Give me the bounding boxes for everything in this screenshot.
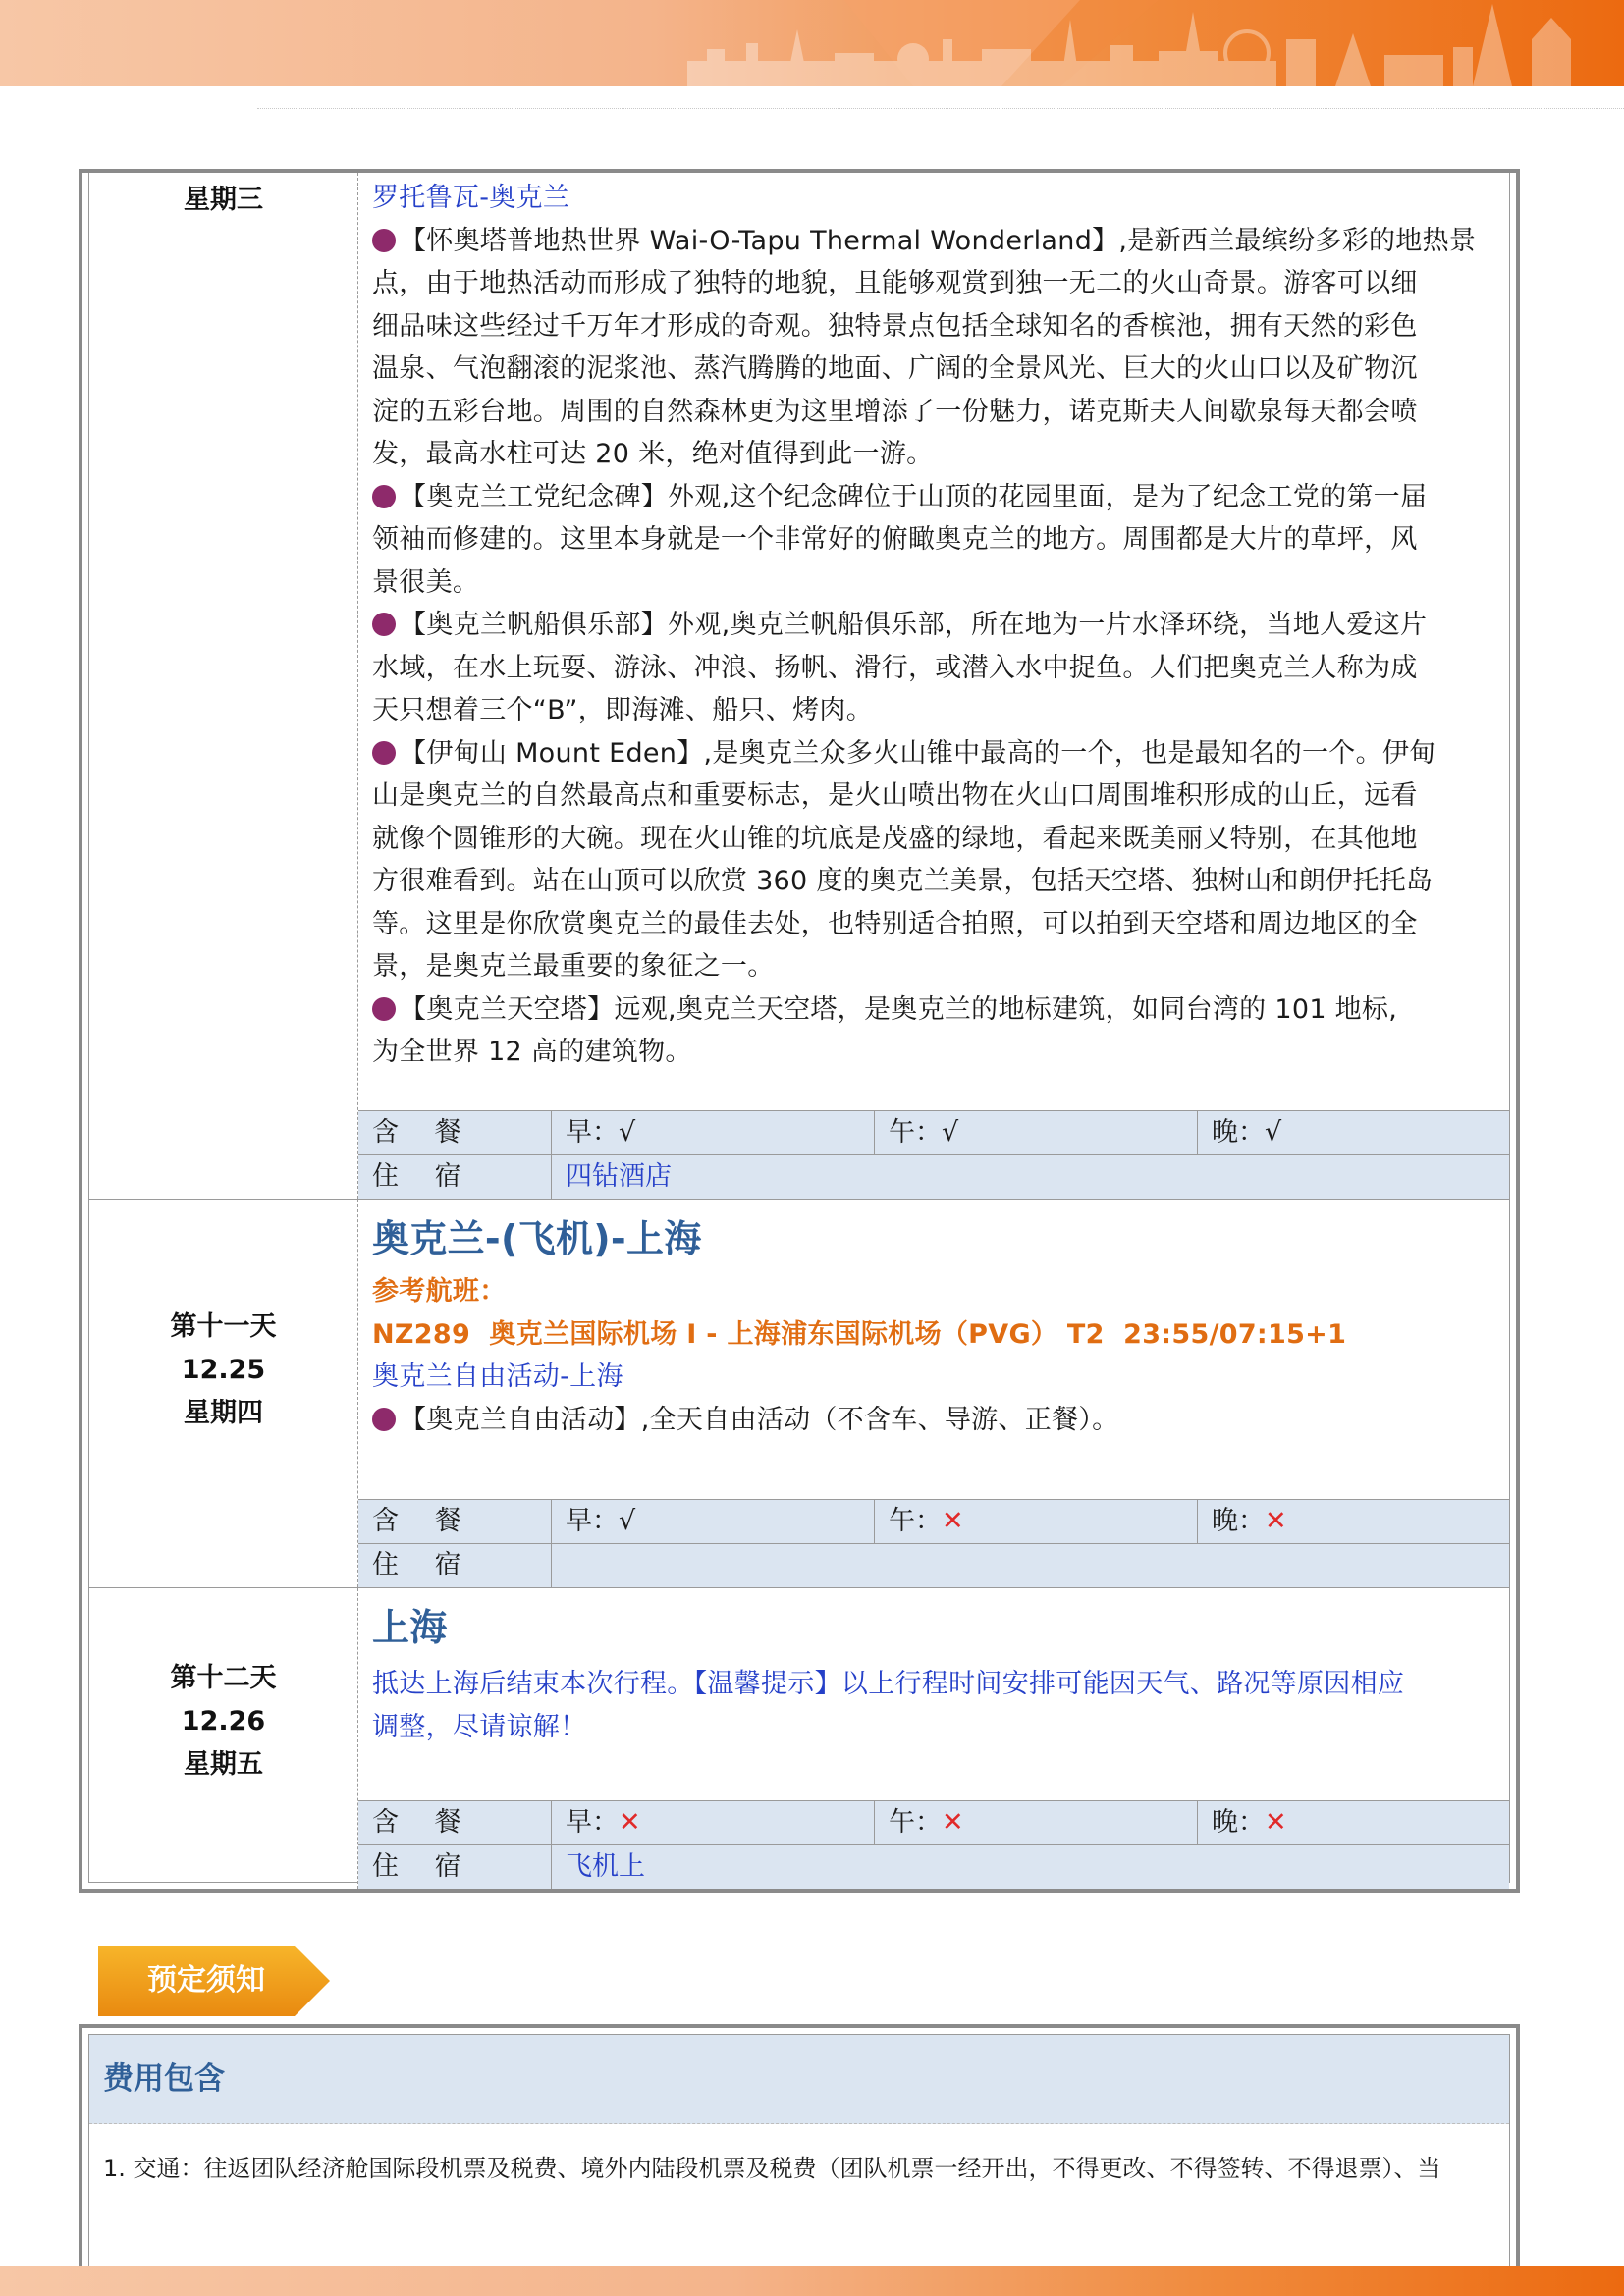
day-11-weekday: 星期四 bbox=[184, 1398, 263, 1428]
day-10-text bbox=[372, 177, 1497, 1074]
day-10-route: 罗托鲁瓦-奥克兰 bbox=[372, 183, 570, 213]
attraction-line: 等。这里是你欣赏奥克兰的最佳去处，也特别适合拍照，可以拍到天空塔和周边地区的全 bbox=[372, 908, 1418, 939]
day-10-date-cell bbox=[89, 173, 358, 1199]
breakfast-cell: 早：√ bbox=[552, 1111, 875, 1154]
day-12-weekday: 星期五 bbox=[184, 1749, 263, 1780]
hotel-value: 飞机上 bbox=[566, 1851, 645, 1882]
day-10-row bbox=[89, 173, 1509, 1200]
bullet-icon bbox=[372, 741, 396, 765]
attraction-line: 就像个圆锥形的大碗。现在火山锥的坑底是茂盛的绿地，看起来既美丽又特别，在其他地 bbox=[372, 823, 1418, 854]
day-11-row bbox=[89, 1200, 1509, 1588]
meals-label: 含 餐 bbox=[358, 1111, 552, 1154]
fees-header bbox=[89, 2035, 1509, 2124]
day-11-text bbox=[372, 1211, 1497, 1441]
header-banner bbox=[0, 0, 1624, 86]
lunch-cell: 午：√ bbox=[875, 1111, 1198, 1154]
attraction-line: 温泉、气泡翻滚的泥浆池、蒸汽腾腾的地面、广阔的全景风光、巨大的火山口以及矿物沉 bbox=[372, 353, 1418, 384]
cross-icon: ✕ bbox=[1265, 1807, 1287, 1838]
day-12-date: 12.26 bbox=[181, 1706, 266, 1736]
attraction-item: 【奥克兰自由活动】,全天自由活动（不含车、导游、正餐）。 bbox=[372, 1399, 1497, 1442]
day-11-date-block bbox=[89, 1306, 357, 1435]
section-tab-booking: 预定须知 bbox=[147, 1963, 265, 1998]
cross-icon: ✕ bbox=[942, 1506, 964, 1536]
attraction-line: 领袖而修建的。这里本身就是一个非常好的俯瞰奥克兰的地方。周围都是大片的草坪，风 bbox=[372, 524, 1418, 555]
hotel-row bbox=[358, 1155, 1509, 1199]
cross-icon: ✕ bbox=[619, 1807, 641, 1838]
day-11-route: 奥克兰自由活动-上海 bbox=[372, 1362, 623, 1392]
skyline-illustration bbox=[0, 0, 1624, 86]
breakfast-cell: 早：✕ bbox=[552, 1801, 875, 1844]
flight-info: NZ289 奥克兰国际机场 I - 上海浦东国际机场（PVG） T2 23:55/07:15+1 bbox=[372, 1318, 1347, 1350]
day-11-day: 第十一天 bbox=[170, 1311, 277, 1342]
meals-label: 含 餐 bbox=[358, 1500, 552, 1543]
day-12-note-line: 调整，尽请谅解！ bbox=[372, 1711, 587, 1742]
attraction-line: 景，是奥克兰最重要的象征之一。 bbox=[372, 951, 775, 982]
hotel-row bbox=[358, 1845, 1509, 1889]
attraction-item: 【奥克兰天空塔】远观,奥克兰天空塔，是奥克兰的地标建筑，如同台湾的 101 地标, bbox=[372, 988, 1497, 1032]
fees-line: 1. 交通：往返团队经济舱国际段机票及税费、境外内陆段机票及税费（团队机票一经开出，不得更改、不得签转、不得退票）、当 bbox=[103, 2155, 1441, 2182]
footer-banner bbox=[0, 2266, 1624, 2296]
day-12-content bbox=[358, 1588, 1509, 1889]
fees-box bbox=[79, 2024, 1520, 2266]
fees-inner bbox=[88, 2034, 1510, 2266]
attraction-line: 细品味这些经过千万年才形成的奇观。独特景点包括全球知名的香槟池，拥有天然的彩色 bbox=[372, 310, 1418, 342]
attraction-line: 点，由于地热活动而形成了独特的地貌，且能够观赏到独一无二的火山奇景。游客可以细 bbox=[372, 268, 1418, 298]
day-10-meal-grid bbox=[358, 1110, 1509, 1200]
hotel-label: 住 宿 bbox=[358, 1544, 552, 1587]
bullet-icon bbox=[372, 1408, 396, 1431]
hotel-label: 住 宿 bbox=[358, 1155, 552, 1199]
attraction-line: 方很难看到。站在山顶可以欣赏 360 度的奥克兰美景，包括天空塔、独树山和朗伊托托岛 bbox=[372, 866, 1434, 896]
dinner-cell: 晚：✕ bbox=[1212, 1506, 1287, 1536]
attraction-item: 【奥克兰工党纪念碑】外观,这个纪念碑位于山顶的花园里面，是为了纪念工党的第一届 bbox=[372, 476, 1497, 519]
day-10-weekday: 星期三 bbox=[184, 185, 263, 215]
day-12-title: 上海 bbox=[372, 1606, 448, 1649]
attraction-item: 【怀奥塔普地热世界 Wai-O-Tapu Thermal Wonderland】,是新西兰最缤纷多彩的地热景 bbox=[372, 220, 1497, 263]
hotel-value: 四钻酒店 bbox=[566, 1161, 672, 1192]
day-12-date-cell bbox=[89, 1588, 358, 1889]
bullet-icon bbox=[372, 997, 396, 1021]
attraction-line: 山是奥克兰的自然最高点和重要标志，是火山喷出物在火山口周围堆积形成的山丘，远看 bbox=[372, 780, 1418, 811]
header-rule bbox=[257, 108, 1624, 109]
itinerary-table bbox=[79, 169, 1520, 1893]
meals-row bbox=[358, 1500, 1509, 1544]
meals-row bbox=[358, 1801, 1509, 1845]
hotel-row bbox=[358, 1544, 1509, 1587]
lunch-cell: 午：✕ bbox=[875, 1500, 1198, 1543]
attraction-line: 天只想着三个“B”，即海滩、船只、烤肉。 bbox=[372, 695, 874, 725]
flight-label: 参考航班： bbox=[372, 1276, 507, 1307]
day-11-title: 奥克兰-(飞机)-上海 bbox=[372, 1217, 702, 1260]
cross-icon: ✕ bbox=[942, 1807, 964, 1838]
hotel-label: 住 宿 bbox=[358, 1845, 552, 1889]
dinner-cell: 晚：✕ bbox=[1212, 1807, 1287, 1838]
bullet-icon bbox=[372, 485, 396, 508]
day-12-note-line: 抵达上海后结束本次行程。【温馨提示】以上行程时间安排可能因天气、路况等原因相应 bbox=[372, 1669, 1405, 1699]
day-12-meal-grid bbox=[358, 1800, 1509, 1890]
day-10-content bbox=[358, 173, 1509, 1199]
attraction-line: 水域，在水上玩耍、游泳、冲浪、扬帆、滑行，或潜入水中捉鱼。人们把奥克兰人称为成 bbox=[372, 652, 1418, 683]
day-11-date-cell bbox=[89, 1200, 358, 1587]
hotel-value bbox=[552, 1544, 1509, 1587]
day-12-day: 第十二天 bbox=[170, 1663, 277, 1693]
attraction-line: 淀的五彩台地。周围的自然森林更为这里增添了一份魅力，诺克斯夫人间歇泉每天都会喷 bbox=[372, 396, 1418, 427]
bullet-icon bbox=[372, 613, 396, 636]
dinner-cell: 晚：√ bbox=[1212, 1117, 1282, 1148]
attraction-item: 【奥克兰帆船俱乐部】外观,奥克兰帆船俱乐部，所在地为一片水泽环绕，当地人爱这片 bbox=[372, 604, 1497, 647]
attraction-item: 【伊甸山 Mount Eden】,是奥克兰众多火山锥中最高的一个，也是最知名的一个。伊甸 bbox=[372, 732, 1497, 775]
cross-icon: ✕ bbox=[1265, 1506, 1287, 1536]
lunch-cell: 午：✕ bbox=[875, 1801, 1198, 1844]
fees-title: 费用包含 bbox=[103, 2061, 225, 2097]
bullet-icon bbox=[372, 229, 396, 252]
meals-label: 含 餐 bbox=[358, 1801, 552, 1844]
day-12-text bbox=[372, 1600, 1497, 1748]
day-11-meal-grid bbox=[358, 1499, 1509, 1588]
day-12-row bbox=[89, 1588, 1509, 1889]
attraction-line: 景很美。 bbox=[372, 566, 480, 598]
breakfast-cell: 早：√ bbox=[552, 1500, 875, 1543]
day-12-date-block bbox=[89, 1657, 357, 1787]
attraction-line: 发，最高水柱可达 20 米，绝对值得到此一游。 bbox=[372, 439, 934, 469]
day-11-date: 12.25 bbox=[181, 1355, 266, 1385]
day-11-content bbox=[358, 1200, 1509, 1587]
attraction-line: 为全世界 12 高的建筑物。 bbox=[372, 1037, 692, 1067]
meals-row bbox=[358, 1111, 1509, 1155]
